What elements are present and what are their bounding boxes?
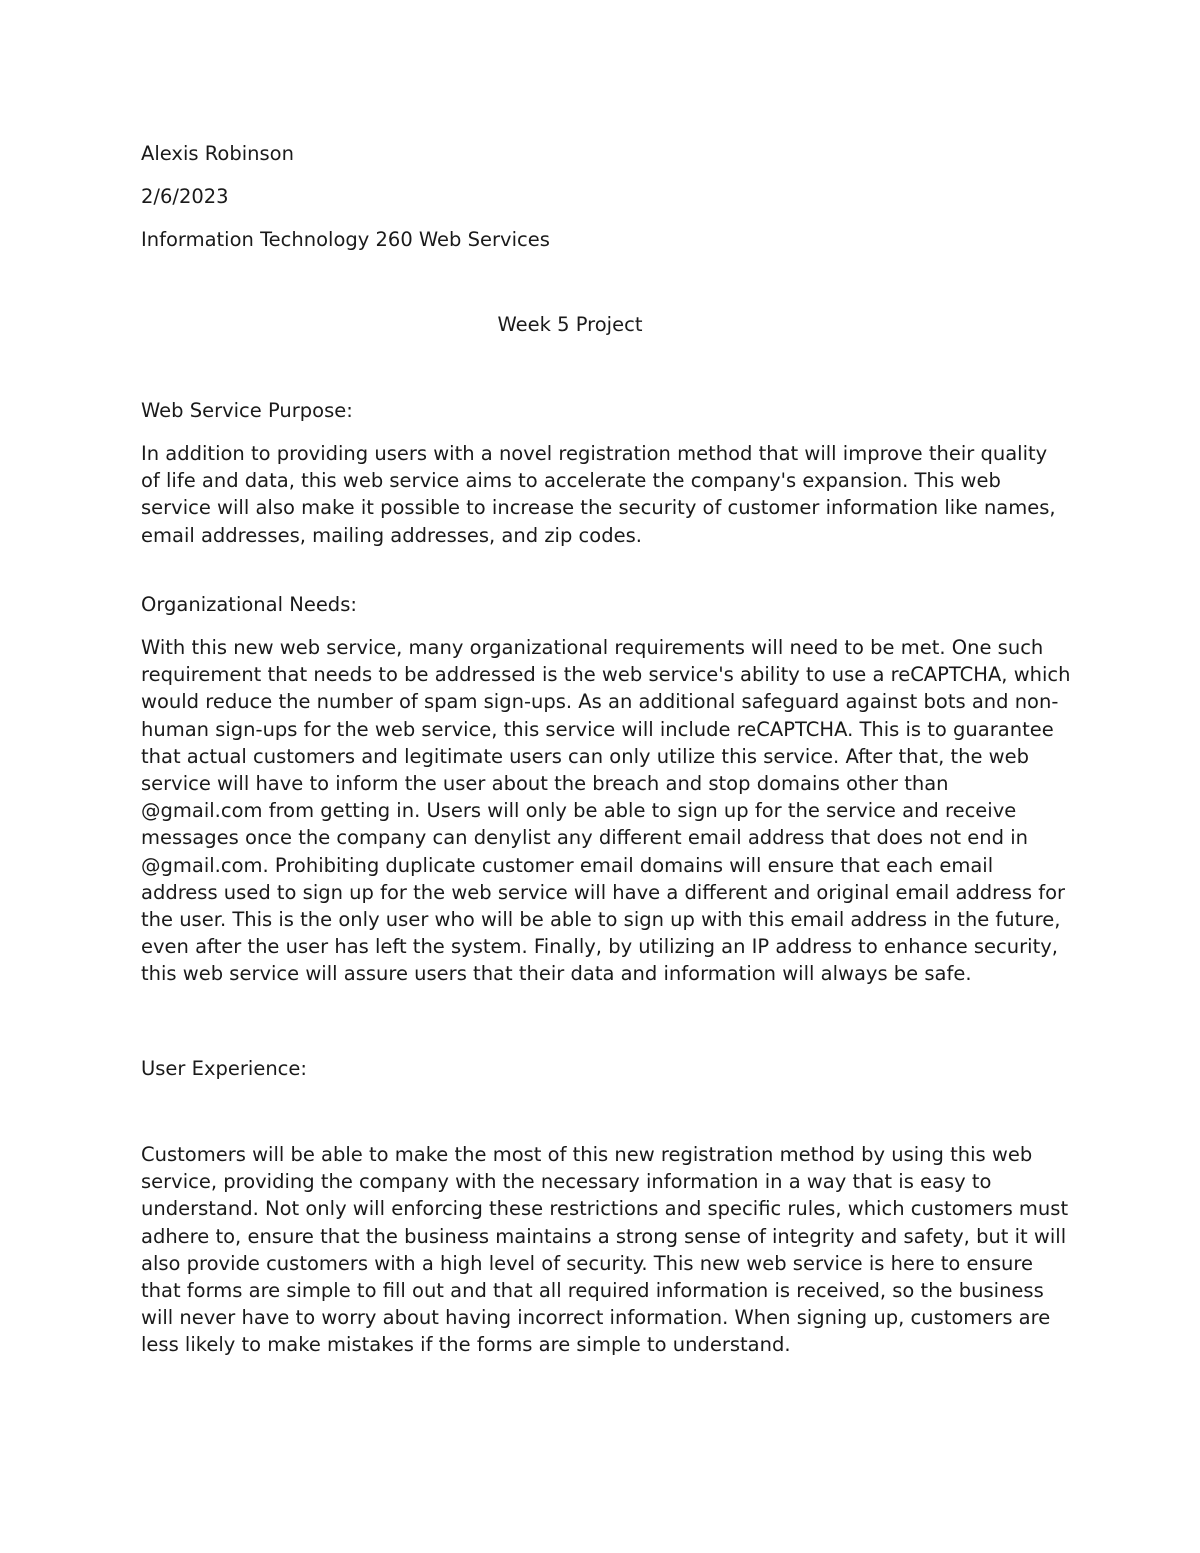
experience-paragraph: Customers will be able to make the most of this new registration method by using this web service, providing the company with the necessary information in a way that is easy to understand. Not only will enforcing these restrictions and specific rules, which customers must adhere to, ensure that the business maintains a strong sense of integrity and safety, but it will also provide customers with a high level of security. This new web service is here to ensure that forms are simple to fill out and that all required information is received, so the business will never have to worry about having incorrect information. When signing up, customers are less likely to make mistakes if the forms are simple to understand. bbox=[141, 1143, 1069, 1357]
document-title: Week 5 Project bbox=[497, 313, 643, 336]
needs-paragraph: With this new web service, many organizational requirements will need to be met. One such requirement that needs to be addressed is the web service's ability to use a reCAPTCHA, which would reduce the number of spam sign-ups. As an additional safeguard against bots and non-human sign-ups for the web service, this service will include reCAPTCHA. This is to guarantee that actual customers and legitimate users can only utilize this service. After that, the web service will have to inform the user about the breach and stop domains other than @gmail.com from getting in. Users will only be able to sign up for the service and receive messages once the company can denylist any different email address that does not end in @gmail.com. Prohibiting duplicate customer email domains will ensure that each email address used to sign up for the web service will have a different and original email address for the user. This is the only user who will be able to sign up with this email address in the future, even after the user has left the system. Finally, by utilizing an IP address to enhance security, this web service will assure users that their data and information will always be safe. bbox=[141, 636, 1071, 986]
author-name: Alexis Robinson bbox=[141, 142, 294, 165]
purpose-heading: Web Service Purpose: bbox=[141, 399, 353, 422]
purpose-paragraph: In addition to providing users with a novel registration method that will improve their quality of life and data, this web service aims to accelerate the company's expansion. This web service will also make it possible to increase the security of customer information like names, email addresses, mailing addresses, and zip codes. bbox=[141, 442, 1056, 547]
needs-heading: Organizational Needs: bbox=[141, 593, 357, 616]
course-name: Information Technology 260 Web Services bbox=[141, 228, 550, 251]
experience-heading: User Experience: bbox=[141, 1057, 307, 1080]
document-date: 2/6/2023 bbox=[141, 185, 229, 208]
